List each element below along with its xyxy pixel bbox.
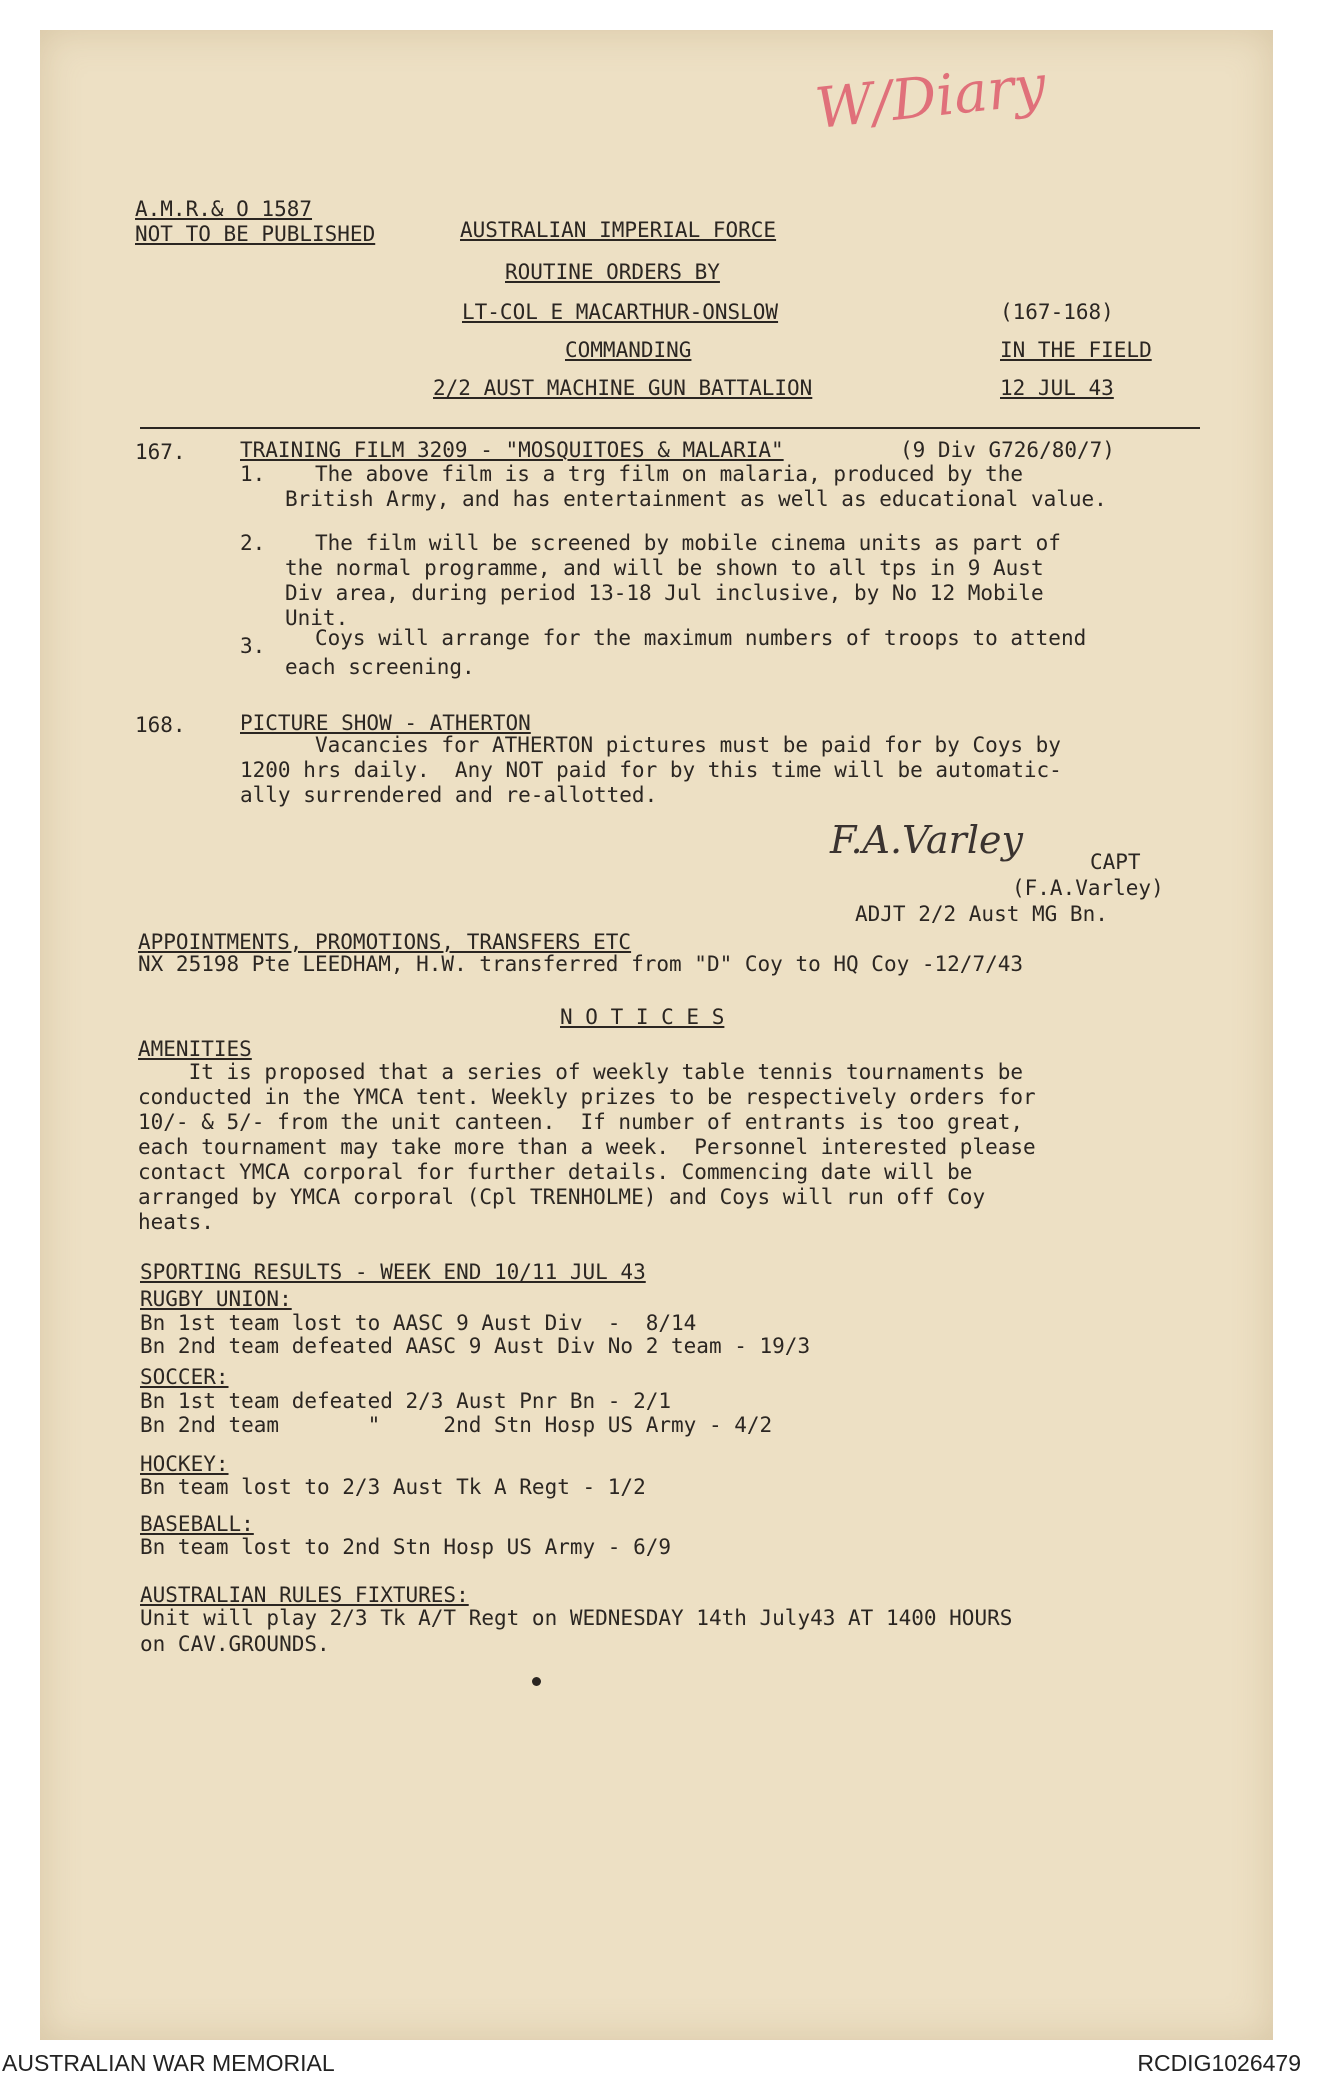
order-title: TRAINING FILM 3209 - "MOSQUITOES & MALARIA" — [240, 438, 784, 462]
paragraph-line: British Army, and has entertainment as well as educational value. — [285, 487, 1107, 511]
amenities-heading: AMENITIES — [138, 1037, 252, 1061]
appointments-heading: APPOINTMENTS, PROMOTIONS, TRANSFERS ETC — [138, 930, 632, 954]
paragraph-line: Unit. — [285, 606, 349, 630]
amenities-line: each tournament may take more than a week. Personnel interested please — [138, 1135, 1036, 1159]
footer-item-id: RCDIG1026479 — [1137, 2050, 1301, 2076]
order-number: 168. — [135, 713, 186, 737]
amenities-line: 10/- & 5/- from the unit canteen. If number of entrants is too great, — [138, 1110, 1024, 1134]
soccer-heading: SOCCER: — [140, 1365, 229, 1389]
handwritten-wdiary-note: W/Diary — [812, 53, 1049, 142]
result-line: Bn 1st team lost to AASC 9 Aust Div - 8/14 — [140, 1311, 697, 1335]
order-range: (167-168) — [1000, 300, 1114, 324]
signatory-title: ADJT 2/2 Aust MG Bn. — [855, 902, 1108, 926]
afl-heading: AUSTRALIAN RULES FIXTURES: — [140, 1583, 469, 1607]
result-line: Bn 2nd team " 2nd Stn Hosp US Army - 4/2 — [140, 1413, 773, 1437]
header-divider — [140, 427, 1200, 429]
handwritten-signature: F.A.Varley — [830, 818, 1023, 862]
commanding-officer: LT-COL E MACARTHUR-ONSLOW — [462, 300, 779, 324]
order-line: ally surrendered and re-allotted. — [240, 783, 658, 807]
result-line: Bn 1st team defeated 2/3 Aust Pnr Bn - 2/1 — [140, 1389, 672, 1413]
amenities-line: conducted in the YMCA tent. Weekly prizes to be respectively orders for — [138, 1085, 1036, 1109]
order-number: 167. — [135, 440, 186, 464]
not-published-label: NOT TO BE PUBLISHED — [135, 222, 376, 246]
battalion-name: 2/2 AUST MACHINE GUN BATTALION — [433, 376, 813, 400]
amenities-line: It is proposed that a series of weekly table tennis tournaments be — [138, 1060, 1024, 1084]
result-line: Bn 2nd team defeated AASC 9 Aust Div No 2 team - 19/3 — [140, 1334, 811, 1358]
footer-institution: AUSTRALIAN WAR MEMORIAL — [2, 2050, 335, 2076]
reference-number: A.M.R.& O 1587 — [135, 197, 313, 221]
result-line: Bn team lost to 2/3 Aust Tk A Regt - 1/2 — [140, 1475, 646, 1499]
order-date: 12 JUL 43 — [1000, 376, 1114, 400]
paragraph-line: the normal programme, and will be shown to all tps in 9 Aust — [285, 556, 1044, 580]
paragraph-line: Div area, during period 13-18 Jul inclusive, by No 12 Mobile — [285, 581, 1044, 605]
order-reference: (9 Div G726/80/7) — [900, 438, 1115, 462]
routine-orders-by: ROUTINE ORDERS BY — [505, 260, 720, 284]
amenities-line: contact YMCA corporal for further details. Commencing date will be — [138, 1160, 973, 1184]
result-line: Bn team lost to 2nd Stn Hosp US Army - 6/9 — [140, 1535, 672, 1559]
rugby-heading: RUGBY UNION: — [140, 1287, 292, 1311]
notices-heading: N O T I C E S — [560, 1005, 725, 1029]
ink-dot — [532, 1677, 541, 1686]
paragraph-line: each screening. — [285, 655, 475, 679]
paragraph-number: 1. — [240, 462, 266, 486]
document-page — [40, 30, 1273, 2040]
fixture-line: on CAV.GROUNDS. — [140, 1632, 330, 1656]
signatory-name: (F.A.Varley) — [1012, 876, 1164, 900]
order-title: PICTURE SHOW - ATHERTON — [240, 711, 531, 735]
location: IN THE FIELD — [1000, 338, 1152, 362]
sporting-results-heading: SPORTING RESULTS - WEEK END 10/11 JUL 43 — [140, 1260, 646, 1284]
paragraph-line: The film will be screened by mobile cinema units as part of — [315, 531, 1061, 555]
paragraph-number: 2. — [240, 531, 266, 555]
order-line: Vacancies for ATHERTON pictures must be paid for by Coys by — [315, 733, 1061, 757]
commanding-label: COMMANDING — [565, 338, 692, 362]
signatory-rank: CAPT — [1090, 850, 1141, 874]
paragraph-number: 3. — [240, 634, 266, 658]
hockey-heading: HOCKEY: — [140, 1452, 229, 1476]
appointments-entry: NX 25198 Pte LEEDHAM, H.W. transferred from "D" Coy to HQ Coy -12/7/43 — [138, 952, 1024, 976]
paragraph-line: The above film is a trg film on malaria, produced by the — [315, 462, 1024, 486]
order-line: 1200 hrs daily. Any NOT paid for by this time will be automatic- — [240, 758, 1062, 782]
fixture-line: Unit will play 2/3 Tk A/T Regt on WEDNESDAY 14th July43 AT 1400 HOURS — [140, 1606, 1013, 1630]
baseball-heading: BASEBALL: — [140, 1512, 254, 1536]
amenities-line: heats. — [138, 1210, 214, 1234]
amenities-line: arranged by YMCA corporal (Cpl TRENHOLME) and Coys will run off Coy — [138, 1185, 986, 1209]
force-title: AUSTRALIAN IMPERIAL FORCE — [460, 218, 777, 242]
paragraph-line: Coys will arrange for the maximum numbers of troops to attend — [315, 626, 1087, 650]
